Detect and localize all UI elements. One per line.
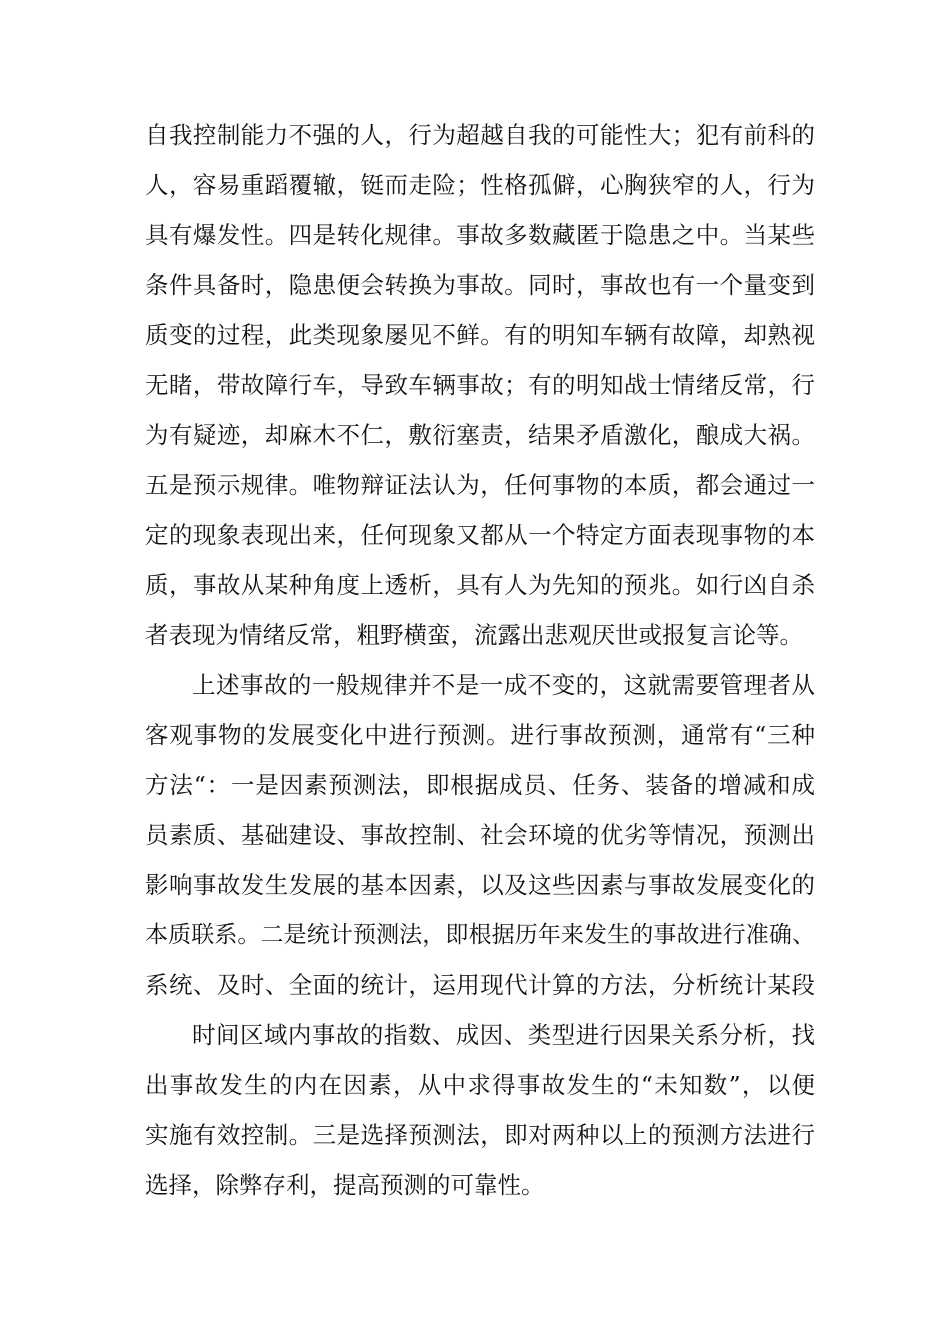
text-line: 定的现象表现出来，任何现象又都从一个特定方面表现事物的本 xyxy=(145,521,815,549)
text-line: 实施有效控制。三是选择预测法，即对两种以上的预测方法进行 xyxy=(145,1121,815,1149)
text-line: 自我控制能力不强的人，行为超越自我的可能性大；犯有前科的 xyxy=(145,121,815,149)
paragraph-first-line: 上述事故的一般规律并不是一成不变的，这就需要管理者从 xyxy=(192,671,815,699)
text-line: 具有爆发性。四是转化规律。事故多数藏匿于隐患之中。当某些 xyxy=(145,221,815,249)
text-line: 为有疑迹，却麻木不仁，敷衍塞责，结果矛盾激化，酿成大祸。 xyxy=(145,421,815,449)
text-line: 系统、及时、全面的统计，运用现代计算的方法，分析统计某段 xyxy=(145,971,815,999)
text-line: 无睹，带故障行车，导致车辆事故；有的明知战士情绪反常，行 xyxy=(145,371,815,399)
text-line: 员素质、基础建设、事故控制、社会环境的优劣等情况，预测出 xyxy=(145,821,815,849)
text-line: 本质联系。二是统计预测法，即根据历年来发生的事故进行准确、 xyxy=(145,922,815,948)
text-line: 质，事故从某种角度上透析，具有人为先知的预兆。如行凶自杀 xyxy=(145,571,815,599)
text-line: 方法“：一是因素预测法，即根据成员、任务、装备的增减和成 xyxy=(145,771,815,799)
text-line: 选择，除弊存利，提高预测的可靠性。 xyxy=(145,1171,545,1199)
text-line: 条件具备时，隐患便会转换为事故。同时，事故也有一个量变到 xyxy=(145,271,815,299)
text-line: 出事故发生的内在因素，从中求得事故发生的“未知数”，以便 xyxy=(145,1071,815,1099)
text-line: 五是预示规律。唯物辩证法认为，任何事物的本质，都会通过一 xyxy=(145,471,815,499)
paragraph-first-line: 时间区域内事故的指数、成因、类型进行因果关系分析，找 xyxy=(192,1021,815,1049)
text-line: 人，容易重蹈覆辙，铤而走险；性格孤僻，心胸狭窄的人，行为 xyxy=(145,171,815,199)
text-line: 客观事物的发展变化中进行预测。进行事故预测，通常有“三种 xyxy=(145,721,815,749)
text-line: 者表现为情绪反常，粗野横蛮，流露出悲观厌世或报复言论等。 xyxy=(145,621,803,649)
text-line: 质变的过程，此类现象屡见不鲜。有的明知车辆有故障，却熟视 xyxy=(145,321,815,349)
text-line: 影响事故发生发展的基本因素，以及这些因素与事故发展变化的 xyxy=(145,871,815,899)
